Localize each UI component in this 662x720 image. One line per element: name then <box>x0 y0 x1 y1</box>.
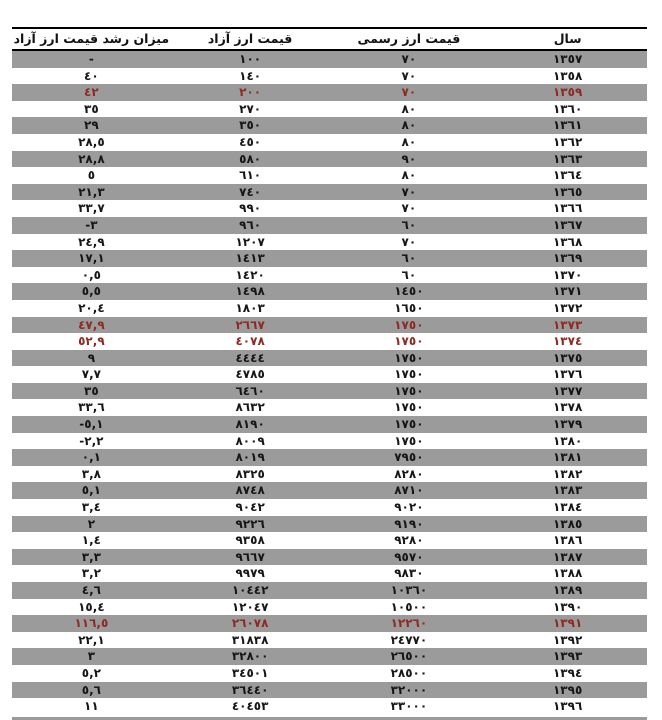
cell-year: ١٣٨٨ <box>552 566 583 581</box>
table-row <box>12 549 647 566</box>
cell-year: ١٣٩١ <box>552 616 583 631</box>
cell-official: ٣٣٠٠٠ <box>390 699 428 714</box>
cell-official: ٧٩٥٠ <box>394 450 424 465</box>
cell-free: ١٢٠٧ <box>235 234 265 249</box>
cell-growth: ٤,٦ <box>81 583 101 597</box>
cell-free: ٣٤٥٠١ <box>231 665 269 680</box>
table-row <box>12 383 647 400</box>
cell-free: ٤٠٤٥٣ <box>231 699 269 714</box>
cell-growth: ٢٨,٥ <box>78 134 105 149</box>
cell-growth: ٣,٨ <box>81 466 101 481</box>
table-row <box>12 565 647 582</box>
cell-year: ١٣٦٣ <box>552 151 583 166</box>
cell-year: ١٣٦٠ <box>552 101 583 116</box>
cell-free: ٩٩٠ <box>239 201 262 216</box>
cell-official: ٣٢٠٠٠ <box>390 682 428 697</box>
cell-official: ٨٠ <box>401 168 417 183</box>
cell-official: ١٠٥٠٠ <box>390 599 428 614</box>
cell-official: ٧٠ <box>401 52 417 66</box>
cell-growth: ٢٠,٤ <box>78 300 105 315</box>
cell-official: ٨٧١٠ <box>394 483 424 498</box>
cell-year: ١٣٩٦ <box>552 699 583 714</box>
cell-year: ١٣٨١ <box>552 450 583 465</box>
cell-year: ١٣٧٩ <box>552 417 583 432</box>
cell-official: ٦٠ <box>401 251 417 266</box>
table-row <box>12 134 647 151</box>
table-row <box>12 499 647 516</box>
cell-growth: - <box>88 52 94 66</box>
table-row <box>12 516 647 533</box>
table-row <box>12 234 647 251</box>
cell-free: ١٠٤٤٢ <box>231 583 269 597</box>
cell-official: ٧٠ <box>401 85 417 100</box>
cell-free: ٢٦٠٧٨ <box>231 616 269 631</box>
cell-growth: ٢١,٣ <box>78 184 105 199</box>
cell-growth: ٣ <box>87 649 96 664</box>
table-row <box>12 665 647 682</box>
table-header-row <box>12 27 647 51</box>
header-official-rate: قیمت ارز رسمی <box>357 31 461 46</box>
cell-growth: ٣٣,٧ <box>78 201 105 216</box>
cell-free: ٣٥٠ <box>239 118 262 133</box>
cell-year: ١٣٧٣ <box>552 317 583 332</box>
table-row <box>12 51 647 68</box>
cell-free: ٩٦٠ <box>239 217 262 232</box>
cell-official: ١٧٥٠ <box>394 433 424 448</box>
cell-free: ٨٧٤٨ <box>235 483 265 498</box>
cell-year: ١٣٨٣ <box>552 483 583 498</box>
cell-growth: ٠,٥ <box>81 267 101 282</box>
table-row <box>12 84 647 101</box>
table-row <box>12 117 647 134</box>
cell-growth: ٢٨,٨ <box>78 151 105 166</box>
table-row <box>12 532 647 549</box>
cell-free: ٣١٨٣٨ <box>231 632 269 647</box>
cell-growth: ٣,٢ <box>81 566 101 581</box>
cell-growth: ٢٩ <box>84 118 99 133</box>
cell-official: ٩٠٢٠ <box>394 500 424 515</box>
cell-growth: -٥,١ <box>79 417 104 432</box>
table-row <box>12 698 647 715</box>
table-row <box>12 433 647 450</box>
cell-year: ١٣٨٦ <box>552 533 583 548</box>
cell-growth: ١٧,١ <box>78 251 105 266</box>
table-row <box>12 283 647 300</box>
cell-official: ١٧٥٠ <box>394 317 424 332</box>
cell-official: ٨٠ <box>401 134 417 149</box>
table-row <box>12 184 647 201</box>
table-row <box>12 466 647 483</box>
cell-official: ٨٢٨٠ <box>394 466 424 481</box>
cell-growth: ٣,٣ <box>81 549 101 564</box>
cell-free: ٢٦٦٧ <box>235 317 265 332</box>
cell-growth: ٥,٦ <box>81 682 101 697</box>
cell-free: ٣٢٨٠٠ <box>231 649 269 664</box>
cell-free: ١٠٠ <box>239 52 262 66</box>
table-row <box>12 68 647 85</box>
cell-growth: -٢,٢ <box>79 433 104 448</box>
cell-free: ٦١٠ <box>239 168 262 183</box>
cell-official: ٧٠ <box>401 68 417 83</box>
table-row <box>12 648 647 665</box>
cell-official: ١٧٥٠ <box>394 400 424 415</box>
cell-official: ١٧٥٠ <box>394 350 424 365</box>
cell-year: ١٣٦٤ <box>552 168 583 183</box>
table-row <box>12 682 647 699</box>
table-row <box>12 101 647 118</box>
cell-year: ١٣٩٠ <box>552 599 583 614</box>
header-year: سال <box>553 31 582 46</box>
cell-growth: -٣ <box>85 217 98 232</box>
cell-official: ٧٠ <box>401 234 417 249</box>
cell-official: ١٧٥٠ <box>394 334 424 349</box>
cell-free: ١٨٠٣ <box>235 300 265 315</box>
cell-growth: ٢٢,١ <box>78 632 105 647</box>
cell-year: ١٣٧٧ <box>552 383 583 398</box>
cell-official: ٢٦٥٠٠ <box>390 649 428 664</box>
cell-free: ١٤٠ <box>239 68 262 83</box>
cell-free: ٢٠٠ <box>239 85 262 100</box>
cell-year: ١٣٨٢ <box>552 466 583 481</box>
cell-year: ١٣٧١ <box>552 284 583 299</box>
cell-year: ١٣٧٨ <box>552 400 583 415</box>
table-row <box>12 482 647 499</box>
table-row <box>12 333 647 350</box>
cell-year: ١٣٦٩ <box>552 251 583 266</box>
cell-year: ١٣٩٣ <box>552 649 583 664</box>
table-row <box>12 200 647 217</box>
cell-free: ١٢٠٤٧ <box>231 599 269 614</box>
cell-official: ٩١٩٠ <box>394 516 424 531</box>
cell-official: ١٤٥٠ <box>394 284 424 299</box>
cell-growth: ٣,٤ <box>81 500 101 515</box>
cell-year: ١٣٧٤ <box>552 334 583 349</box>
table-row <box>12 300 647 317</box>
cell-free: ٩٦٦٧ <box>235 549 265 564</box>
cell-official: ١٧٥٠ <box>394 383 424 398</box>
cell-official: ١٧٥٠ <box>394 367 424 382</box>
cell-growth: ٧,٧ <box>81 367 101 382</box>
cell-year: ١٣٨٩ <box>552 583 583 597</box>
cell-official: ٩٥٧٠ <box>394 549 424 564</box>
cell-growth: ٣٥ <box>84 101 99 116</box>
cell-growth: ٣٣,٦ <box>78 400 105 415</box>
table-row <box>12 615 647 632</box>
cell-growth: ٢٤,٩ <box>78 234 105 249</box>
cell-free: ٩٢٢٦ <box>235 516 265 531</box>
cell-free: ١٤٢٠ <box>235 267 265 282</box>
cell-official: ١٠٣٦٠ <box>390 583 428 597</box>
table-row <box>12 449 647 466</box>
table-row <box>12 582 647 599</box>
cell-official: ٦٠ <box>401 267 417 282</box>
cell-year: ١٣٧٥ <box>552 350 583 365</box>
cell-growth: ١,٤ <box>81 533 101 548</box>
cell-growth: ٥ <box>87 168 96 183</box>
cell-growth: ٥,١ <box>81 483 101 498</box>
table-row <box>12 317 647 334</box>
table-row <box>12 217 647 234</box>
table-row <box>12 599 647 616</box>
cell-free: ١٤١٣ <box>235 251 265 266</box>
cell-official: ١٧٥٠ <box>394 417 424 432</box>
cell-free: ٢٧٠ <box>239 101 262 116</box>
cell-official: ٩٢٨٠ <box>394 533 424 548</box>
cell-year: ١٣٩٤ <box>552 665 583 680</box>
cell-free: ٧٤٠ <box>239 184 262 199</box>
cell-year: ١٣٦٧ <box>552 217 583 232</box>
cell-year: ١٣٦٦ <box>552 201 583 216</box>
cell-growth: ٢ <box>87 516 96 531</box>
cell-free: ٤٥٠ <box>239 134 262 149</box>
table-row <box>12 267 647 284</box>
cell-free: ٨٣٢٥ <box>235 466 265 481</box>
cell-year: ١٣٥٨ <box>552 68 583 83</box>
cell-free: ٨٠٠٩ <box>235 433 265 448</box>
cell-growth: ٥٢,٩ <box>78 334 105 349</box>
cell-official: ٩٠ <box>401 151 417 166</box>
table-row <box>12 151 647 168</box>
table-row <box>12 632 647 649</box>
cell-official: ٨٠ <box>401 118 417 133</box>
cell-free: ٨٠١٩ <box>235 450 265 465</box>
table-row <box>12 366 647 383</box>
cell-growth: ٤٧,٩ <box>78 317 105 332</box>
cell-official: ٧٠ <box>401 184 417 199</box>
table-body <box>12 51 647 715</box>
cell-official: ٧٠ <box>401 201 417 216</box>
cell-official: ٢٤٧٧٠ <box>390 632 428 647</box>
cell-free: ١٤٩٨ <box>235 284 265 299</box>
cell-free: ٤٧٨٥ <box>235 367 265 382</box>
cell-year: ١٣٦٨ <box>552 234 583 249</box>
cell-growth: ١١ <box>84 699 99 714</box>
cell-free: ٥٨٠ <box>239 151 262 166</box>
cell-free: ٨٦٣٢ <box>235 400 265 415</box>
cell-official: ١٦٥٠ <box>394 300 424 315</box>
cell-official: ٩٨٣٠ <box>394 566 424 581</box>
cell-free: ٣٦٤٤٠ <box>231 682 269 697</box>
cell-year: ١٣٦٥ <box>552 184 583 199</box>
cell-year: ١٣٦١ <box>552 118 583 133</box>
table-row <box>12 416 647 433</box>
cell-free: ٤٤٤٤ <box>235 350 265 365</box>
cell-year: ١٣٥٧ <box>552 52 583 66</box>
cell-growth: ٤٠ <box>84 68 99 83</box>
cell-growth: ٣٥ <box>84 383 99 398</box>
cell-free: ٦٤٦٠ <box>235 383 265 398</box>
cell-official: ٢٨٥٠٠ <box>390 665 428 680</box>
cell-official: ٦٠ <box>401 217 417 232</box>
table-row <box>12 350 647 367</box>
cell-year: ١٣٨٠ <box>552 433 583 448</box>
cell-year: ١٣٥٩ <box>552 85 583 100</box>
cell-growth: ١٥,٤ <box>78 599 105 614</box>
cell-free: ٩٣٥٨ <box>235 533 265 548</box>
cell-growth: ٥,٥ <box>81 284 101 299</box>
cell-year: ١٣٧٠ <box>552 267 583 282</box>
header-growth: میزان رشد قیمت ارز آزاد <box>13 31 170 46</box>
cell-year: ١٣٧٦ <box>552 367 583 382</box>
exchange-rate-table <box>12 27 647 720</box>
cell-free: ٩٠٤٢ <box>235 500 265 515</box>
cell-year: ١٣٨٧ <box>552 549 583 564</box>
cell-year: ١٣٩٥ <box>552 682 583 697</box>
cell-year: ١٣٨٥ <box>552 516 583 531</box>
cell-growth: ٤٢ <box>84 85 99 100</box>
cell-free: ٩٩٧٩ <box>235 566 265 581</box>
header-free-rate: قیمت ارز آزاد <box>207 31 293 46</box>
cell-growth: ١١٦,٥ <box>74 616 109 631</box>
table-row <box>12 250 647 267</box>
table-row <box>12 167 647 184</box>
table-row <box>12 399 647 416</box>
cell-year: ١٣٧٢ <box>552 300 583 315</box>
cell-free: ٨١٩٠ <box>235 417 265 432</box>
cell-official: ١٢٢٦٠ <box>390 616 428 631</box>
cell-official: ٨٠ <box>401 101 417 116</box>
cell-growth: ٠,١ <box>81 450 101 465</box>
cell-free: ٤٠٧٨ <box>235 334 265 349</box>
cell-growth: ٥,٢ <box>81 665 101 680</box>
cell-year: ١٣٩٢ <box>552 632 583 647</box>
cell-year: ١٣٨٤ <box>552 500 583 515</box>
cell-growth: ٩ <box>87 350 96 365</box>
cell-year: ١٣٦٢ <box>552 134 583 149</box>
